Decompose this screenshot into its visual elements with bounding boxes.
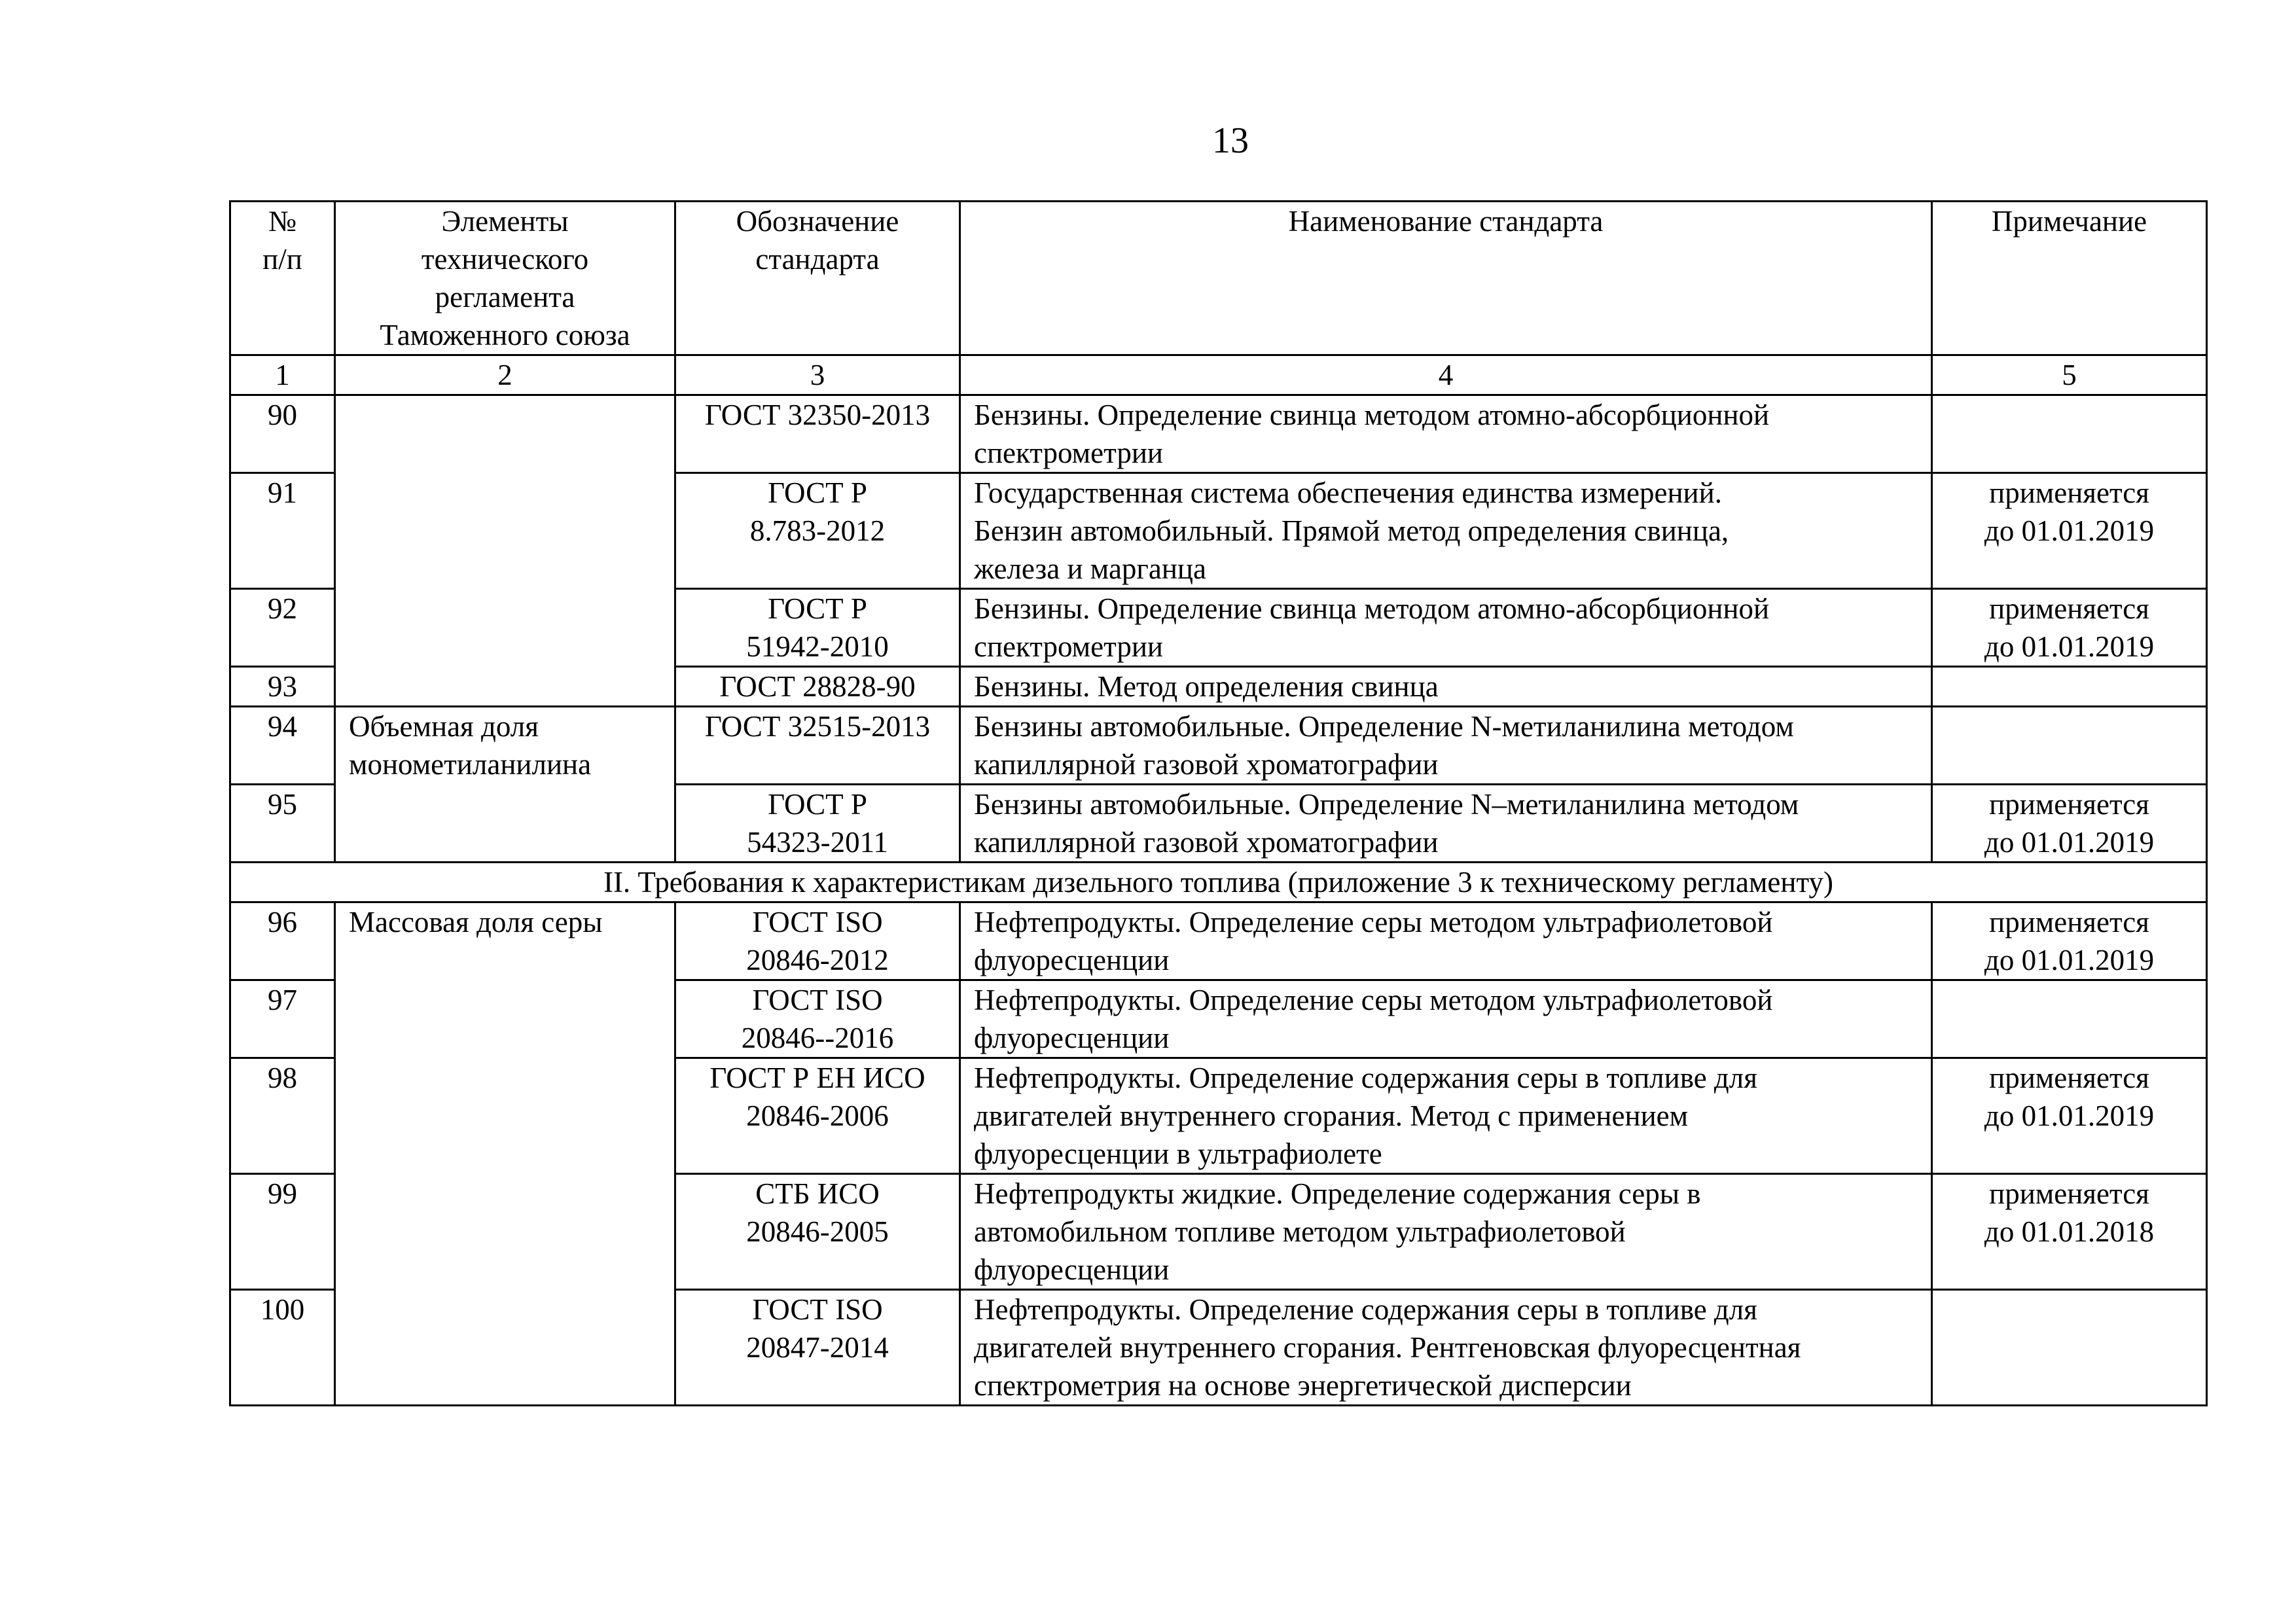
code-line: ГОСТ Р: [768, 476, 867, 509]
name-line: Нефтепродукты. Определение содержания серы в топливе для: [974, 1061, 1757, 1094]
column-index: 3: [675, 355, 960, 395]
name-line: спектрометрии: [974, 630, 1163, 663]
standard-code: [675, 1174, 960, 1290]
note-line: до 01.01.2019: [1984, 826, 2155, 859]
name-line: Нефтепродукты жидкие. Определение содержания серы в: [974, 1177, 1701, 1210]
element-line: монометиланилина: [349, 748, 592, 781]
standard-code: [675, 1290, 960, 1406]
name-line: Нефтепродукты. Определение серы методом ультрафиолетовой: [974, 984, 1773, 1016]
note-cell: [1932, 395, 2207, 473]
name-line: капиллярной газовой хроматографии: [974, 826, 1439, 859]
column-index: 4: [960, 355, 1932, 395]
table-row: [230, 707, 2207, 785]
name-line: флуоресценции в ультрафиолете: [974, 1137, 1382, 1170]
row-number: 90: [230, 395, 335, 473]
note-cell: [1932, 785, 2207, 863]
row-number: 95: [230, 785, 335, 863]
code-line: СТБ ИСО: [755, 1177, 880, 1210]
code-line: ГОСТ 32350-2013: [704, 399, 931, 431]
note-cell: [1932, 1174, 2207, 1290]
name-line: Нефтепродукты. Определение серы методом ультрафиолетовой: [974, 906, 1773, 938]
row-number: 94: [230, 707, 335, 785]
note-cell: [1932, 980, 2207, 1058]
header-line: технического: [421, 243, 589, 276]
code-line: 54323-2011: [747, 826, 888, 859]
name-line: железа и марганца: [974, 552, 1206, 585]
row-number: 97: [230, 980, 335, 1058]
code-line: ГОСТ 28828-90: [719, 670, 916, 703]
table-row: [230, 902, 2207, 980]
page-number: 13: [1212, 120, 1249, 161]
column-index: 5: [1932, 355, 2207, 395]
header-name: [960, 202, 1932, 355]
element-line: Объемная доля: [349, 710, 539, 743]
standard-code: [675, 473, 960, 589]
note-line: применяется: [1989, 906, 2149, 938]
name-line: Нефтепродукты. Определение содержания серы в топливе для: [974, 1293, 1757, 1326]
element-cell: [335, 707, 675, 863]
column-index: 1: [230, 355, 335, 395]
standard-code: [675, 589, 960, 667]
header-element: [335, 202, 675, 355]
standard-name: [960, 473, 1932, 589]
standard-code: [675, 902, 960, 980]
header-row: [230, 202, 2207, 355]
name-line: Государственная система обеспечения единства измерений.: [974, 476, 1722, 509]
code-line: ГОСТ ISO: [752, 906, 883, 938]
note-line: до 01.01.2019: [1984, 630, 2155, 663]
name-line: спектрометрии: [974, 437, 1163, 469]
row-number: 98: [230, 1058, 335, 1174]
element-cell: Массовая доля серы: [335, 902, 675, 1406]
header-code: [675, 202, 960, 355]
note-line: применяется: [1989, 1177, 2149, 1210]
code-line: ГОСТ 32515-2013: [704, 710, 931, 743]
name-line: автомобильном топливе методом ультрафиолетовой: [974, 1215, 1626, 1248]
note-cell: [1932, 589, 2207, 667]
name-line: флуоресценции: [974, 1022, 1170, 1054]
header-num: [230, 202, 335, 355]
row-number: 91: [230, 473, 335, 589]
header-line: Элементы: [441, 205, 569, 238]
name-line: спектрометрия на основе энергетической дисперсии: [974, 1369, 1632, 1402]
standard-name: [960, 589, 1932, 667]
code-line: 51942-2010: [746, 630, 889, 663]
name-line: Бензины. Метод определения свинца: [974, 670, 1439, 703]
code-line: 20846-2005: [746, 1215, 889, 1248]
note-cell: [1932, 707, 2207, 785]
standard-name: [960, 707, 1932, 785]
header-line: №: [268, 205, 296, 238]
name-line: Бензины автомобильные. Определение N-метиланилина методом: [974, 710, 1794, 743]
row-number: 96: [230, 902, 335, 980]
name-line: капиллярной газовой хроматографии: [974, 748, 1439, 781]
standard-code: [675, 785, 960, 863]
element-cell: [335, 395, 675, 707]
note-cell: [1932, 1058, 2207, 1174]
header-line: Обозначение: [736, 205, 899, 238]
note-line: до 01.01.2018: [1984, 1215, 2155, 1248]
code-line: 20846-2012: [746, 944, 889, 976]
standard-code: [675, 980, 960, 1058]
standard-name: [960, 1290, 1932, 1406]
standard-code: [675, 707, 960, 785]
standard-code: [675, 667, 960, 707]
name-line: двигателей внутреннего сгорания. Рентгеновская флуоресцентная: [974, 1331, 1801, 1364]
standard-name: [960, 1058, 1932, 1174]
name-line: Бензины автомобильные. Определение N–метиланилина методом: [974, 788, 1799, 821]
table-row: [230, 395, 2207, 473]
note-line: до 01.01.2019: [1984, 514, 2155, 547]
standards-table: [229, 200, 2208, 1406]
standard-name: [960, 902, 1932, 980]
standard-code: [675, 395, 960, 473]
header-line: Таможенного союза: [380, 319, 630, 351]
name-line: двигателей внутреннего сгорания. Метод с применением: [974, 1099, 1689, 1132]
code-line: ГОСТ Р ЕН ИСО: [709, 1061, 925, 1094]
code-line: ГОСТ ISO: [752, 1293, 883, 1326]
standard-name: [960, 980, 1932, 1058]
column-index: 2: [335, 355, 675, 395]
note-cell: [1932, 902, 2207, 980]
name-line: Бензины. Определение свинца методом атомно-абсорбционной: [974, 592, 1770, 625]
code-line: ГОСТ ISO: [752, 984, 883, 1016]
code-line: 20847-2014: [746, 1331, 889, 1364]
note-cell: [1932, 667, 2207, 707]
standard-name: [960, 667, 1932, 707]
header-line: регламента: [435, 281, 575, 313]
row-number: 93: [230, 667, 335, 707]
note-line: применяется: [1989, 788, 2149, 821]
header-line: стандарта: [755, 243, 880, 276]
column-index-row: [230, 355, 2207, 395]
code-line: 8.783-2012: [749, 514, 886, 547]
section-row: [230, 863, 2207, 902]
standard-name: [960, 1174, 1932, 1290]
row-number: 92: [230, 589, 335, 667]
note-line: применяется: [1989, 476, 2149, 509]
note-line: применяется: [1989, 592, 2149, 625]
note-line: до 01.01.2019: [1984, 1099, 2155, 1132]
row-number: 99: [230, 1174, 335, 1290]
row-number: 100: [230, 1290, 335, 1406]
header-note: [1932, 202, 2207, 355]
code-line: 20846--2016: [741, 1022, 894, 1054]
section-title: II. Требования к характеристикам дизельного топлива (приложение 3 к техническому регламенту): [230, 863, 2207, 902]
note-cell: [1932, 1290, 2207, 1406]
name-line: флуоресценции: [974, 944, 1170, 976]
code-line: 20846-2006: [746, 1099, 889, 1132]
standard-code: [675, 1058, 960, 1174]
name-line: Бензины. Определение свинца методом атомно-абсорбционной: [974, 399, 1770, 431]
code-line: ГОСТ Р: [768, 788, 867, 821]
note-line: до 01.01.2019: [1984, 944, 2155, 976]
note-line: применяется: [1989, 1061, 2149, 1094]
header-line: Примечание: [1991, 205, 2147, 238]
standard-name: [960, 785, 1932, 863]
name-line: Бензин автомобильный. Прямой метод определения свинца,: [974, 514, 1729, 547]
code-line: ГОСТ Р: [768, 592, 867, 625]
standard-name: [960, 395, 1932, 473]
name-line: флуоресценции: [974, 1253, 1170, 1286]
header-line: Наименование стандарта: [1288, 205, 1604, 238]
header-line: п/п: [262, 243, 302, 276]
note-cell: [1932, 473, 2207, 589]
